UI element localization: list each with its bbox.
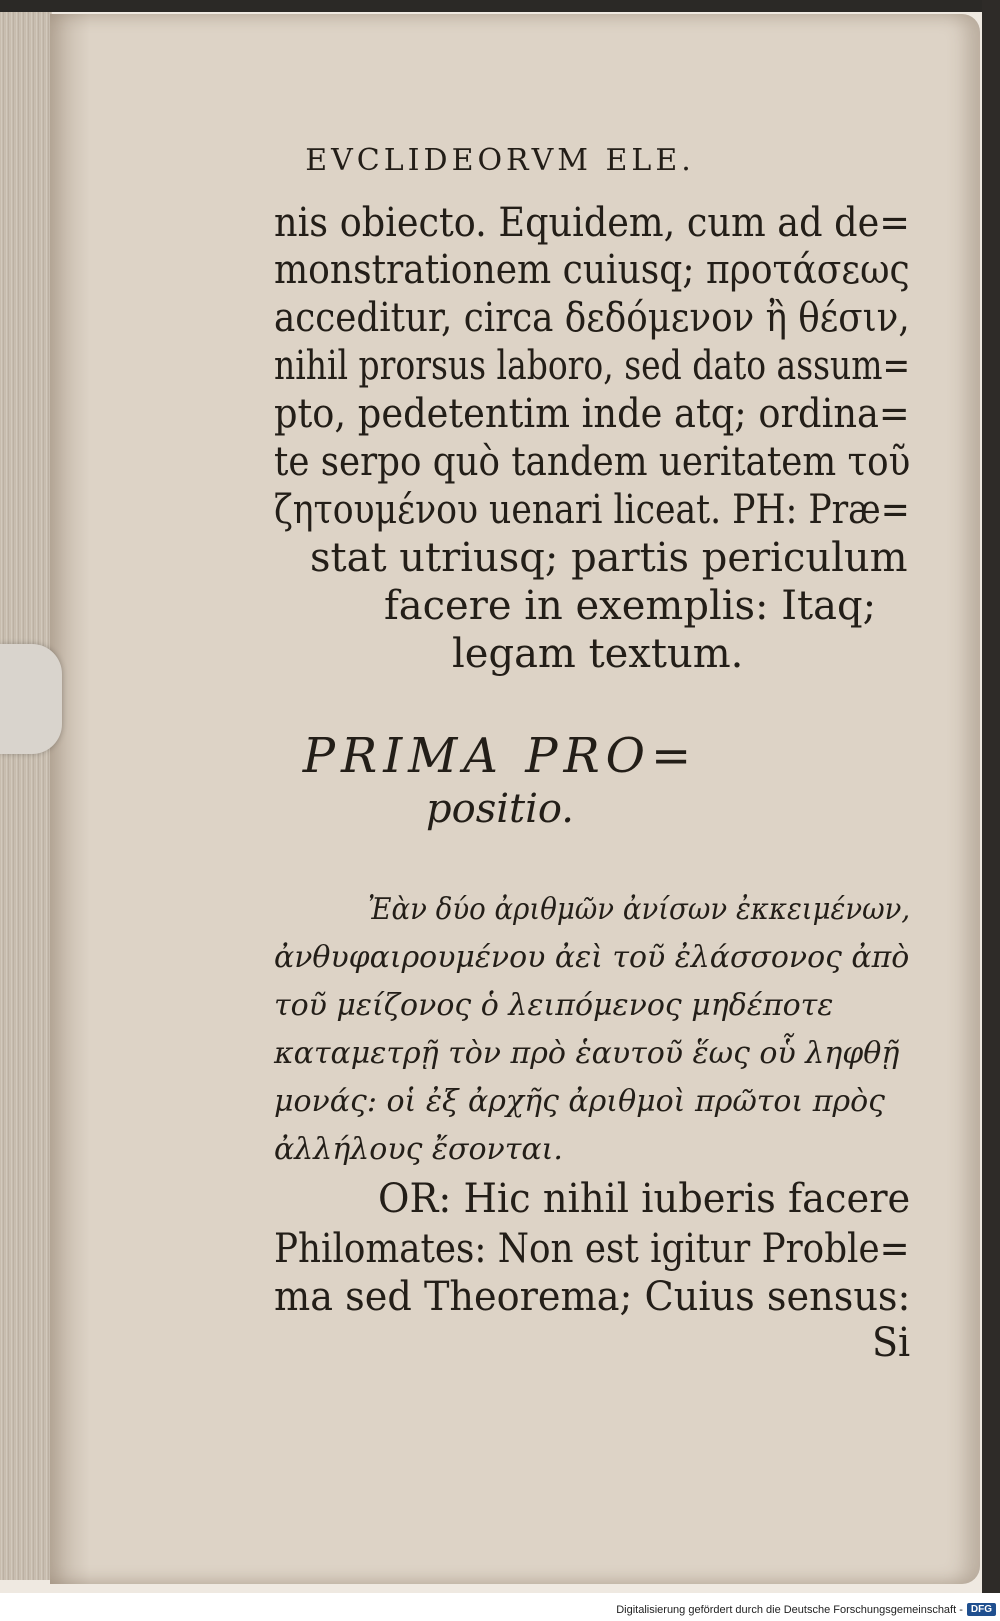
digitization-footer [585,1598,1000,1621]
footer-text: Digitalisierung gefördert durch die Deutsche Forschungsgemeinschaft - [616,1603,963,1616]
dfg-logo: DFG [967,1603,996,1616]
text-line: nihil prorsus laboro, sed dato assum= [274,343,911,389]
section-heading-line-2: positio. [426,786,574,832]
text-line: Philomates: Non est igitur Proble= [274,1226,910,1272]
text-line: facere in exemplis: Itaq; [384,583,877,629]
catchword: Si [872,1320,911,1366]
text-line: OR: Hic nihil iuberis facere [378,1176,911,1222]
greek-line: καταμετρῇ τὸν πρὸ ἑαυτοῦ ἕως οὗ ληφθῇ [274,1036,900,1071]
text-line: ma sed Theorema; Cuius sensus: [274,1274,911,1320]
greek-line: Ἐὰν δύο ἀριθμῶν ἀνίσων ἐκκειμένων, [368,892,911,927]
greek-line: ἀλλήλους ἔσονται. [274,1132,563,1167]
text-line: ζητουμένου uenari liceat. PH: Præ= [274,487,910,533]
text-line: monstrationem cuiusq; προτάσεως [274,247,910,293]
text-line: stat utriusq; partis periculum [310,535,908,581]
running-head: EVCLIDEORVM ELE. [305,143,695,178]
greek-line: μονάς: οἱ ἐξ ἀρχῆς ἀριθμοὶ πρῶτοι πρὸς [274,1084,885,1119]
text-line: pto, pedetentim inde atq; ordina= [274,391,910,437]
text-line: legam textum. [452,631,744,677]
text-line: te serpo quò tandem ueritatem τοῦ [274,439,911,485]
greek-line: ἀνθυφαιρουμένου ἀεὶ τοῦ ἐλάσσονος ἀπὸ [274,940,910,975]
greek-line: τοῦ μείζονος ὁ λειπόμενος μηδέποτε [274,988,834,1023]
text-line: nis obiecto. Equidem, cum ad de= [274,200,910,246]
scan-top-edge [0,0,1000,12]
text-line: acceditur, circa δεδόμενον ἢ θέσιν, [274,295,910,341]
section-heading-line-1: PRIMA PRO= [302,728,698,784]
